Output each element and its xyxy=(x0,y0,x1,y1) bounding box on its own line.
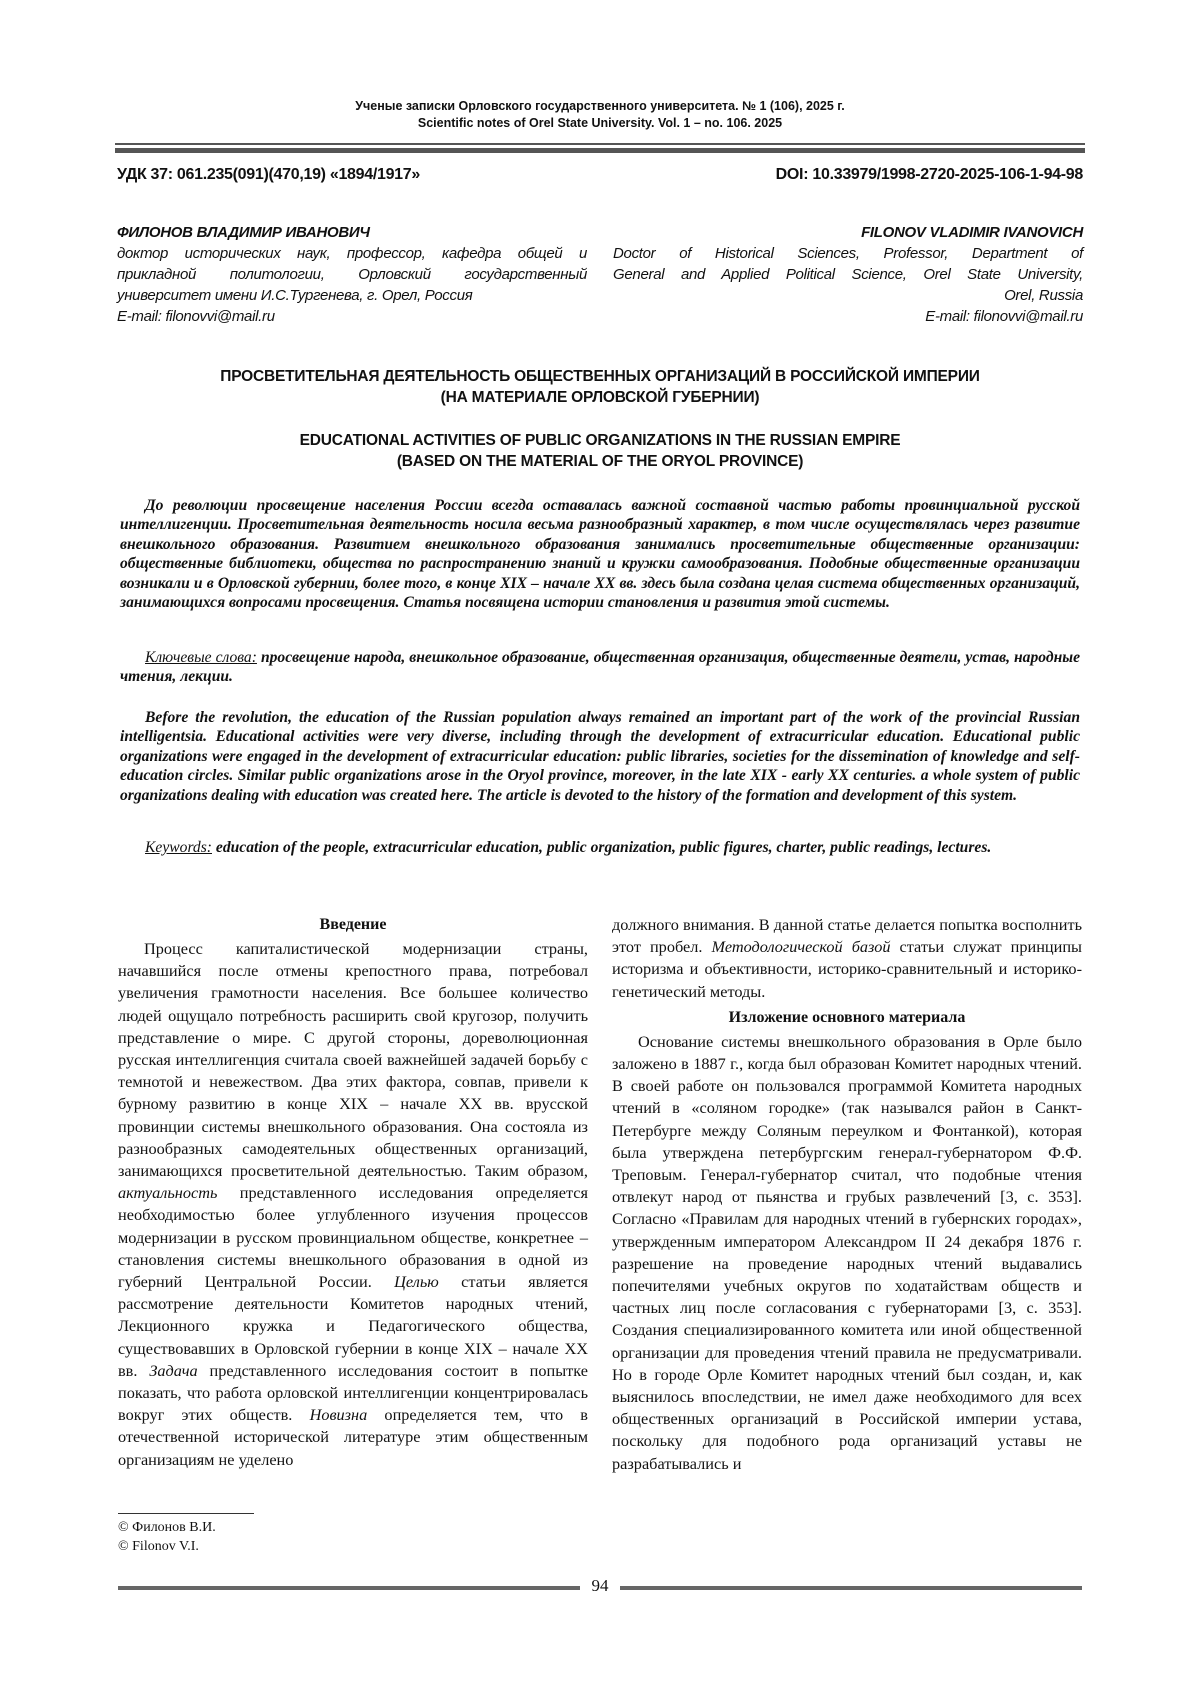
emphasis-term: Задача xyxy=(149,1360,198,1380)
emphasis-term: актуальность xyxy=(118,1183,218,1203)
text-run: статьи является рассмотрение деятельности Комитетов народных чтений, Лекционного кружка и Педагогического общества, существовавших в Орловской губернии в конце XIX – начале XX вв. xyxy=(118,1272,588,1380)
title-ru-line: ПРОСВЕТИТЕЛЬНАЯ ДЕЯТЕЛЬНОСТЬ ОБЩЕСТВЕННЫХ ОРГАНИЗАЦИЙ В РОССИЙСКОЙ ИМПЕРИИ xyxy=(220,368,980,385)
emphasis-term: Методологической базой xyxy=(711,937,891,957)
keywords-text-en: education of the people, extracurricular education, public organization, public figures, charter, public readings, lectures. xyxy=(212,839,992,856)
journal-title-ru: Ученые записки Орловского государственного университета. № 1 (106), 2025 г. xyxy=(355,99,845,113)
abstract-ru: До революции просвещение населения России всегда оставалась важной составной частью работы провинциальной русской интеллигенции. Просветительная деятельность носила весьма разнообразный характер, в том числе осуществлялась через развитие внешкольного образования. Развитием внешкольного образования занимались просветительные общественные организации: общественные библиотеки, общества по распространению знаний и кружки самообразования. Подобные общественные организации возникали и в Орловской губернии, более того, в конце XIX – начале XX вв. здесь была создана целая система общественных организаций, занимающихся вопросами просвещения. Статья посвящена истории становления и развития этой системы. xyxy=(120,497,1080,612)
emphasis-term: Новизна xyxy=(309,1405,368,1425)
running-header xyxy=(0,98,1200,132)
section-heading: Изложение основного материала xyxy=(728,1008,966,1026)
footnote-rule xyxy=(118,1513,254,1514)
journal-title-en: Scientific notes of Orel State University. Vol. 1 – no. 106. 2025 xyxy=(417,116,783,130)
author-name-en: FILONOV VLADIMIR IVANOVICH xyxy=(861,224,1083,241)
author-affiliation-line: Doctor of Historical Sciences, Professor, Department of xyxy=(613,245,1083,262)
author-affiliation-line: General and Applied Political Science, Orel State University, xyxy=(613,266,1083,283)
text-run: должного внимания. В данной статье делается попытка восполнить этот пробел. xyxy=(612,915,1082,957)
author-affiliation-line: доктор исторических наук, профессор, кафедра общей и xyxy=(117,245,587,262)
keywords-label-ru: Ключевые слова: xyxy=(145,649,257,666)
author-name-ru: ФИЛОНОВ ВЛАДИМИР ИВАНОВИЧ xyxy=(117,224,370,241)
keywords-ru xyxy=(120,648,1080,687)
author-block-en xyxy=(613,222,1083,327)
emphasis-term: Целью xyxy=(394,1272,439,1292)
abstract-en: Before the revolution, the education of the Russian population always remained an important part of the work of the provincial Russian intelligentsia. Educational activities were very diverse, including through the development of extracurricular education. Educational public organizations were engaged in the development of extracurricular education: public libraries, societies for the dissemination of knowledge and self-education circles. Similar public organizations arose in the Oryol province, moreover, in the late XIX - early XX centuries. a whole system of public organizations dealing with education was created here. The article is devoted to the history of the formation and development of this system. xyxy=(120,709,1080,804)
copyright-ru: © Филонов В.И. xyxy=(118,1520,216,1535)
udk-code: УДК 37: 061.235(091)(470,19) «1894/1917» xyxy=(117,166,420,183)
author-affiliation-line: университет имени И.С.Тургенева, г. Орел, Россия xyxy=(117,287,473,304)
keywords-label-en: Keywords: xyxy=(145,839,212,856)
keywords-text-ru: просвещение народа, внешкольное образование, общественная организация, общественные деятели, устав, народные чтения, лекции. xyxy=(120,649,1080,686)
keywords-en xyxy=(120,838,1080,857)
body-paragraph xyxy=(118,938,588,1471)
title-en-line: (BASED ON THE MATERIAL OF THE ORYOL PROVINCE) xyxy=(396,453,804,470)
copyright-en: © Filonov V.I. xyxy=(118,1539,199,1554)
text-run: Основание системы внешкольного образования в Орле было заложено в 1887 г., когда был образован Комитет народных чтений. В своей работе он пользовался программой Комитета народных чтений в «соляном городке» (так назывался район в Санкт-Петербурге между Соляным переулком и Фонтанкой), которая была утверждена петербургским генерал-губернатором Ф.Ф. Треповым. Генерал-губернатор считал, что подобные чтения отвлекут народ от пьянства и грубых развлечений [3, с. 353]. Согласно «Правилам для народных чтений в губернских городах», утвержденным императором Александром II 24 декабря 1876 г. разрешение на проведение народных чтений выдавались попечителями учебных округов по ходатайствам обществ и частных лиц после согласования с губернаторами [3, с. 353]. Создания специализированного комитета или иной общественной организации для проведения чтений правила не предусматривали. Но в городе Орле Комитет народных чтений был создан, и, как выяснилось впоследствии, не имел даже необходимого для всех общественных организаций в Российской империи устава, поскольку для подобного рода организаций уставы не разрабатывались и xyxy=(612,1031,1082,1473)
author-email-ru[interactable]: E-mail: filonovvi@mail.ru xyxy=(117,308,275,325)
author-affiliation-line: Orel, Russia xyxy=(1004,287,1083,304)
title-ru-line: (НА МАТЕРИАЛЕ ОРЛОВСКОЙ ГУБЕРНИИ) xyxy=(440,389,760,406)
header-rule-thin xyxy=(115,143,1085,145)
text-run: представленного исследования состоит в попытке показать, что работа орловской интеллигенции концентрировалась вокруг этих обществ. xyxy=(118,1360,588,1425)
text-run: определяется тем, что в отечественной исторической литературе этим общественным организациям не уделено xyxy=(118,1405,588,1469)
author-block-ru xyxy=(117,222,587,327)
section-heading: Введение xyxy=(319,916,387,933)
title-en xyxy=(120,430,1080,472)
body-paragraph xyxy=(612,1031,1082,1475)
page-number: 94 xyxy=(591,1576,609,1595)
author-email-en[interactable]: E-mail: filonovvi@mail.ru xyxy=(925,308,1083,325)
header-rule-thick xyxy=(115,148,1085,153)
author-affiliation-line: прикладной политологии, Орловский государственный xyxy=(117,266,587,283)
text-run: Процесс капиталистической модернизации страны, начавшийся после отмены крепостного права, потребовал увеличения грамотности населения. Все большее количество людей ощущало потребность расширить свой кругозор, получить представление о мире. С другой стороны, дореволюционная русская интеллигенция считала своей важнейшей задачей борьбу с темнотой и невежеством. Два этих фактора, совпав, привели к бурному развитию в конце XIX – начале XX вв. врусской провинции системы внешкольного образования. Она состояла из разнообразных самодеятельных общественных организаций, занимающихся просветительной деятельностью. Таким образом, xyxy=(118,939,588,1181)
text-run: представленного исследования определяется необходимостью более углубленного изучения процессов модернизации в русском провинциальном обществе, конкретнее – становления системы внешкольного образования в одной из губерний Центральной России. xyxy=(118,1183,588,1292)
title-en-line: EDUCATIONAL ACTIVITIES OF PUBLIC ORGANIZATIONS IN THE RUSSIAN EMPIRE xyxy=(299,432,901,449)
body-column-left xyxy=(118,914,588,1471)
footnotes xyxy=(118,1518,216,1556)
body-paragraph xyxy=(612,914,1082,1003)
doi: DOI: 10.33979/1998-2720-2025-106-1-94-98 xyxy=(775,166,1083,183)
text-run: статьи служат принципы историзма и объективности, историко-сравнительный и историко-генетический методы. xyxy=(612,937,1082,1001)
title-ru xyxy=(120,366,1080,408)
body-column-right xyxy=(612,914,1082,1475)
